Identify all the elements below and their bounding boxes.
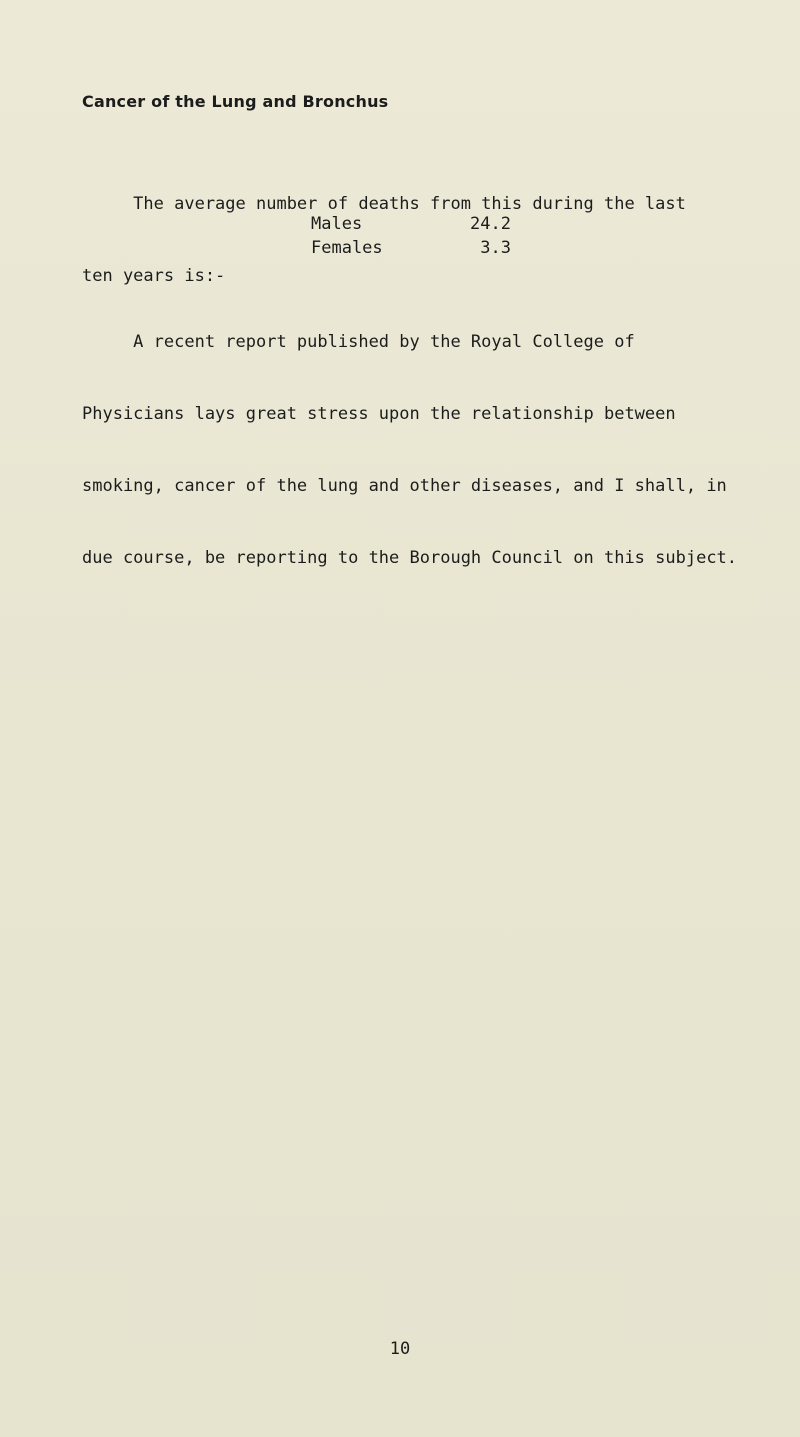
- paragraph-line: ten years is:-: [82, 266, 226, 286]
- section-heading: Cancer of the Lung and Bronchus: [82, 92, 389, 111]
- paragraph-line: smoking, cancer of the lung and other diseases, and I shall, in: [82, 476, 727, 496]
- stat-value: 24.2: [470, 214, 511, 234]
- deaths-statistics-table: [311, 212, 511, 260]
- paragraph-line: due course, be reporting to the Borough Council on this subject.: [82, 548, 738, 568]
- stat-label: Females: [311, 238, 383, 258]
- paragraph-line: Physicians lays great stress upon the relationship between: [82, 404, 676, 424]
- page-number: 10: [389, 1339, 411, 1359]
- stat-row-females: [311, 236, 511, 260]
- paragraph-line: The average number of deaths from this during the last: [82, 194, 686, 214]
- stat-label: Males: [311, 214, 363, 234]
- paragraph-line: A recent report published by the Royal College of: [82, 332, 635, 352]
- stat-row-males: [311, 212, 511, 236]
- stat-value: 3.3: [480, 238, 511, 258]
- paragraph-royal-college-report: [82, 282, 737, 618]
